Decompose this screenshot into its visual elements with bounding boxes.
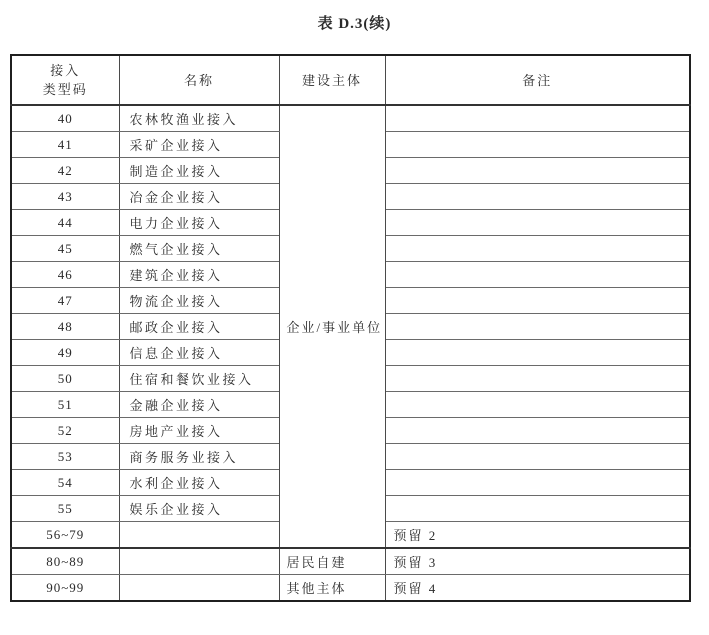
cell-note xyxy=(385,366,690,392)
cell-name: 农林牧渔业接入 xyxy=(119,105,279,132)
cell-note xyxy=(385,262,690,288)
column-header-builder: 建设主体 xyxy=(279,55,385,105)
cell-builder: 其他主体 xyxy=(279,575,385,602)
cell-access-code: 50 xyxy=(11,366,119,392)
cell-name: 物流企业接入 xyxy=(119,288,279,314)
cell-access-code: 44 xyxy=(11,210,119,236)
column-header-access-type-code xyxy=(11,55,119,105)
column-header-name: 名称 xyxy=(119,55,279,105)
header-row xyxy=(11,55,690,105)
cell-name: 建筑企业接入 xyxy=(119,262,279,288)
cell-note xyxy=(385,340,690,366)
cell-access-code: 80~89 xyxy=(11,548,119,575)
cell-note xyxy=(385,236,690,262)
column-header-access-type-code-line1: 接入 xyxy=(50,63,81,78)
cell-note xyxy=(385,158,690,184)
cell-name: 商务服务业接入 xyxy=(119,444,279,470)
access-type-code-table xyxy=(10,54,691,602)
cell-access-code: 47 xyxy=(11,288,119,314)
cell-builder: 居民自建 xyxy=(279,548,385,575)
cell-access-code: 42 xyxy=(11,158,119,184)
table-row-40 xyxy=(11,105,690,132)
cell-name: 住宿和餐饮业接入 xyxy=(119,366,279,392)
table-row-80~89 xyxy=(11,548,690,575)
cell-access-code: 43 xyxy=(11,184,119,210)
column-header-access-type-code-line2: 类型码 xyxy=(42,82,88,97)
cell-note xyxy=(385,444,690,470)
cell-name: 娱乐企业接入 xyxy=(119,496,279,522)
cell-note xyxy=(385,418,690,444)
cell-access-code: 46 xyxy=(11,262,119,288)
cell-access-code: 49 xyxy=(11,340,119,366)
cell-access-code: 54 xyxy=(11,470,119,496)
cell-access-code: 52 xyxy=(11,418,119,444)
table-row-90~99 xyxy=(11,575,690,602)
cell-access-code: 41 xyxy=(11,132,119,158)
cell-note xyxy=(385,496,690,522)
cell-note: 预留 2 xyxy=(385,522,690,549)
cell-note xyxy=(385,210,690,236)
cell-note xyxy=(385,132,690,158)
page-title: 表 D.3(续) xyxy=(317,16,392,32)
cell-note xyxy=(385,288,690,314)
cell-note xyxy=(385,184,690,210)
cell-note: 预留 3 xyxy=(385,548,690,575)
cell-access-code: 55 xyxy=(11,496,119,522)
cell-note xyxy=(385,105,690,132)
cell-note xyxy=(385,314,690,340)
cell-access-code: 90~99 xyxy=(11,575,119,602)
table-body xyxy=(11,105,690,601)
cell-name: 水利企业接入 xyxy=(119,470,279,496)
cell-name xyxy=(119,548,279,575)
cell-name: 采矿企业接入 xyxy=(119,132,279,158)
cell-access-code: 40 xyxy=(11,105,119,132)
cell-name: 电力企业接入 xyxy=(119,210,279,236)
cell-name: 信息企业接入 xyxy=(119,340,279,366)
cell-name: 金融企业接入 xyxy=(119,392,279,418)
cell-access-code: 48 xyxy=(11,314,119,340)
cell-access-code: 51 xyxy=(11,392,119,418)
cell-access-code: 56~79 xyxy=(11,522,119,549)
cell-access-code: 53 xyxy=(11,444,119,470)
cell-name: 燃气企业接入 xyxy=(119,236,279,262)
cell-note xyxy=(385,392,690,418)
cell-name: 制造企业接入 xyxy=(119,158,279,184)
cell-access-code: 45 xyxy=(11,236,119,262)
cell-note: 预留 4 xyxy=(385,575,690,602)
column-header-note: 备注 xyxy=(385,55,690,105)
cell-note xyxy=(385,470,690,496)
cell-name: 冶金企业接入 xyxy=(119,184,279,210)
cell-name: 邮政企业接入 xyxy=(119,314,279,340)
cell-name: 房地产业接入 xyxy=(119,418,279,444)
cell-name xyxy=(119,575,279,602)
cell-name xyxy=(119,522,279,549)
cell-builder-merged: 企业/事业单位 xyxy=(279,105,385,548)
